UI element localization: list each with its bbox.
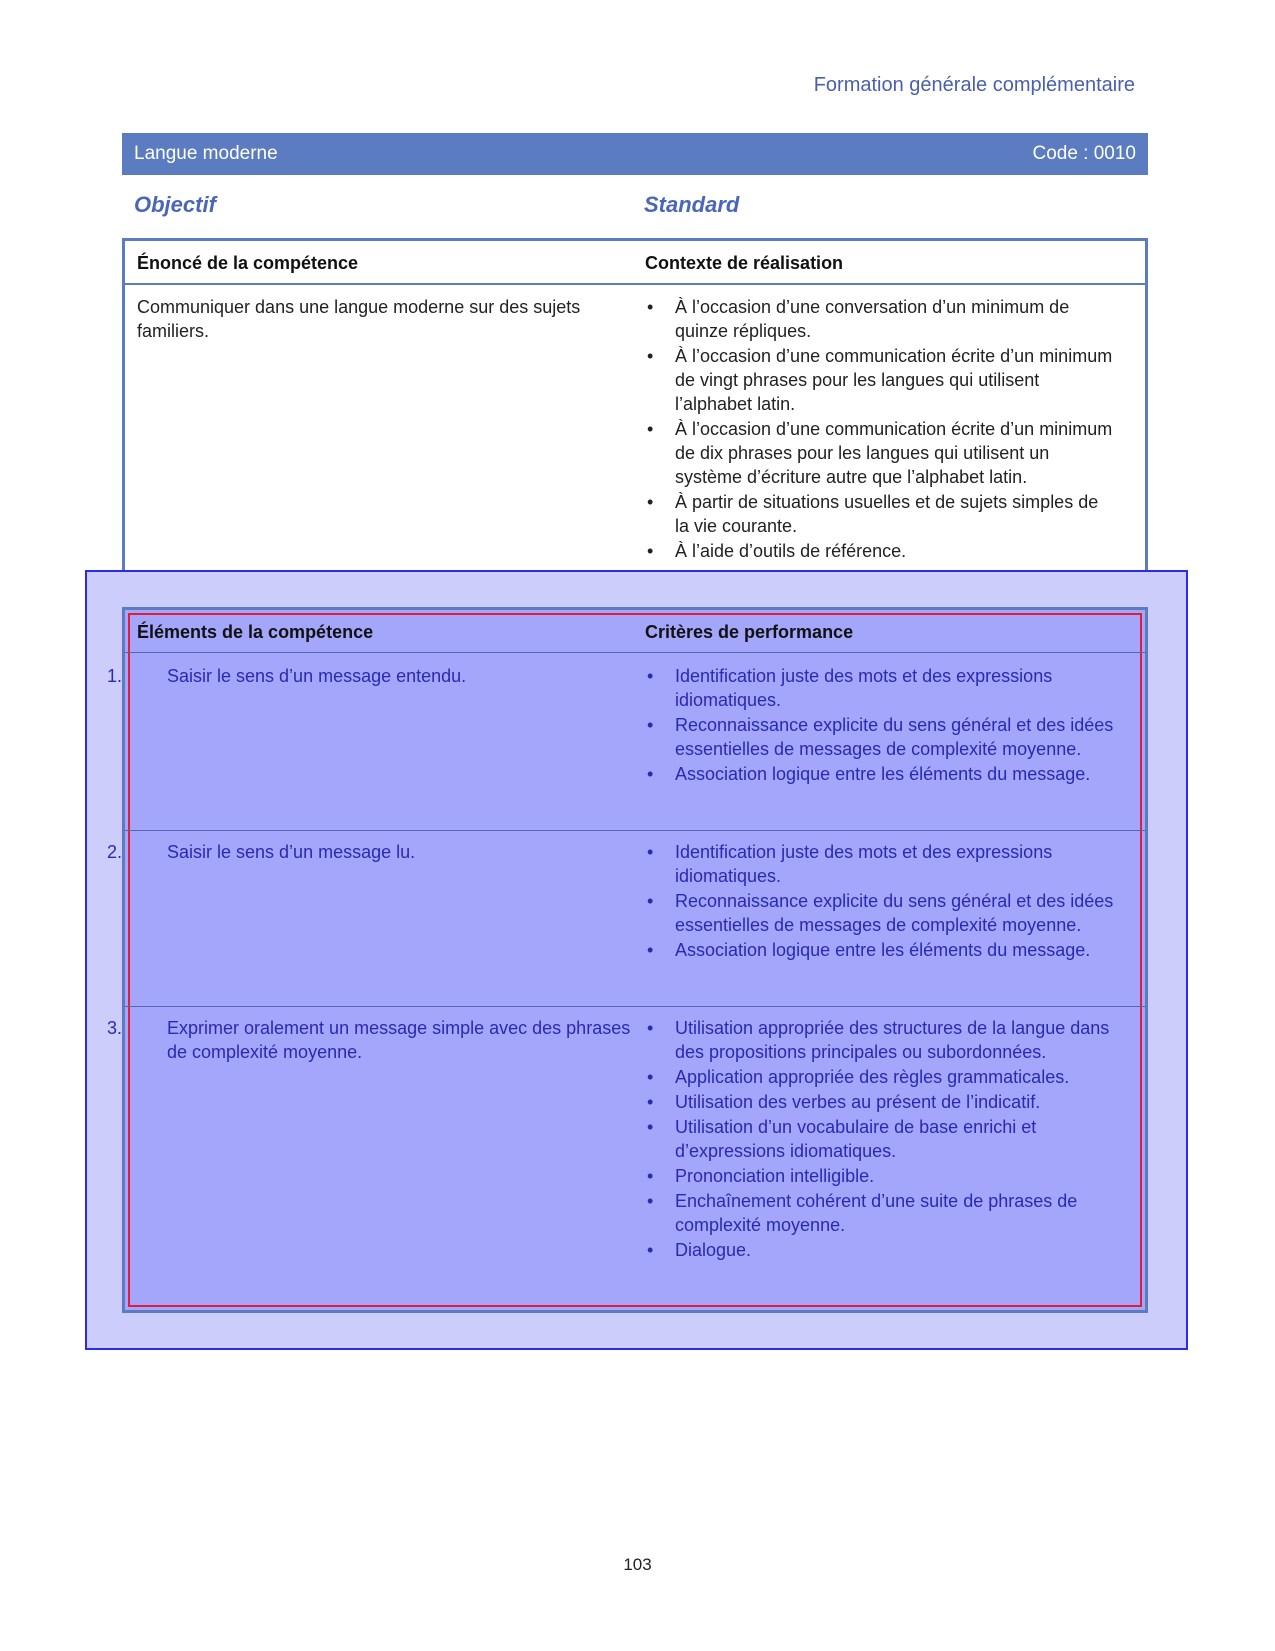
elements-header-label: Éléments de la compétence — [137, 622, 374, 642]
objective-label: Objectif — [134, 192, 216, 217]
elements-table — [107, 607, 1148, 1313]
context-item: • À l’occasion d’une communication écrite d’un minimum de vingt phrases pour les langues qui utilisent l’alphabet latin. — [645, 344, 1115, 416]
criteria-header-label: Critères de performance — [645, 622, 854, 642]
element-row-3 — [107, 1016, 637, 1064]
context-header: Contexte de réalisation — [645, 253, 844, 273]
row-divider — [125, 830, 1145, 831]
statement-header: Énoncé de la compétence — [137, 253, 359, 273]
criterion-item: • Dialogue. — [645, 1238, 1115, 1262]
criterion-item: • Utilisation appropriée des structures de la langue dans des propositions principales ou subordonnées. — [645, 1016, 1115, 1064]
criteria-list-1 — [645, 664, 1115, 787]
context-item: • À partir de situations usuelles et de sujets simples de la vie courante. — [645, 490, 1115, 538]
context-list — [645, 295, 1115, 564]
criterion-item: • Reconnaissance explicite du sens général et des idées essentielles de messages de complexité moyenne. — [645, 713, 1115, 761]
element-text: Saisir le sens d’un message lu. — [167, 842, 416, 862]
element-text: Saisir le sens d’un message entendu. — [167, 666, 467, 686]
element-text: Exprimer oralement un message simple avec des phrases de complexité moyenne. — [167, 1018, 631, 1062]
element-number: 3. — [107, 1018, 123, 1038]
elements-header — [125, 610, 1145, 654]
criterion-item: • Prononciation intelligible. — [645, 1164, 1115, 1188]
context-item: • À l’aide d’outils de référence. — [645, 539, 1115, 563]
objective-standard-row — [134, 192, 1134, 222]
competency-statement: Communiquer dans une langue moderne sur des sujets familiers. — [137, 297, 581, 341]
element-row-1 — [107, 664, 637, 688]
criterion-item: • Utilisation d’un vocabulaire de base enrichi et d’expressions idiomatiques. — [645, 1115, 1115, 1163]
criterion-item: • Reconnaissance explicite du sens général et des idées essentielles de messages de complexité moyenne. — [645, 889, 1115, 937]
element-number: 1. — [107, 666, 123, 686]
criterion-item: • Utilisation des verbes au présent de l’indicatif. — [645, 1090, 1115, 1114]
row-divider — [125, 1006, 1145, 1007]
criteria-list-2 — [645, 840, 1115, 963]
context-item: • À l’occasion d’une communication écrite d’un minimum de dix phrases pour les langues qui utilisent un système d’écriture autre que l’alphabet latin. — [645, 417, 1115, 489]
element-number: 2. — [107, 842, 123, 862]
program-title: Formation générale complémentaire — [813, 74, 1135, 96]
subject-label: Langue moderne — [134, 143, 278, 164]
code-label: Code : 0010 — [1032, 143, 1136, 164]
standard-label: Standard — [644, 192, 740, 217]
context-item: • À l’occasion d’une conversation d’un minimum de quinze répliques. — [645, 295, 1115, 343]
criterion-item: • Enchaînement cohérent d’une suite de phrases de complexité moyenne. — [645, 1189, 1115, 1237]
criterion-item: • Association logique entre les éléments du message. — [645, 938, 1115, 962]
competency-header — [125, 241, 1145, 285]
criterion-item: • Application appropriée des règles grammaticales. — [645, 1065, 1115, 1089]
criteria-list-3 — [645, 1016, 1115, 1263]
criterion-item: • Association logique entre les éléments du message. — [645, 762, 1115, 786]
title-bar — [122, 133, 1148, 175]
header-divider — [125, 283, 1145, 285]
criterion-item: • Identification juste des mots et des expressions idiomatiques. — [645, 840, 1115, 888]
competency-table — [122, 238, 1148, 592]
element-row-2 — [107, 840, 637, 864]
criterion-item: • Identification juste des mots et des expressions idiomatiques. — [645, 664, 1115, 712]
page-number: 103 — [623, 1555, 652, 1574]
header-divider — [125, 652, 1145, 653]
